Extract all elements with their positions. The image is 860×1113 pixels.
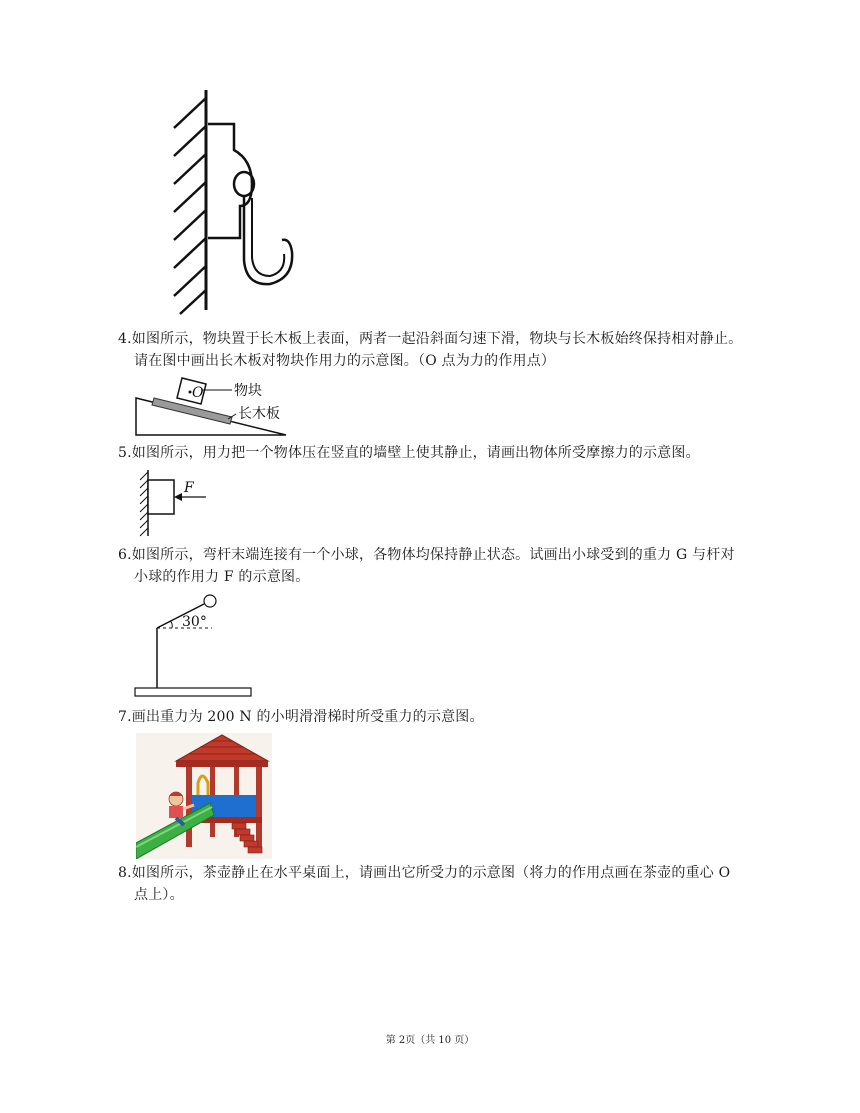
question-text-line: 画出重力为 200 N 的小明滑滑梯时所受重力的示意图。: [131, 709, 484, 725]
block-on-wall-figure: [136, 468, 216, 538]
block-label: 物块: [234, 383, 262, 399]
question-number: 6.: [118, 547, 132, 563]
question-4: [118, 328, 770, 372]
question-text-line: 如图所示，弯杆末端连接有一个小球，各物体均保持静止状态。试画出小球受到的重力 G 与杆对: [131, 547, 735, 563]
question-text-line: 如图所示，茶壶静止在水平桌面上，请画出它所受力的示意图（将力的作用点画在茶壶的重心 O: [131, 865, 731, 881]
board-label: 长木板: [238, 406, 280, 422]
hook-on-wall-figure: [160, 88, 320, 318]
question-5: [118, 442, 770, 464]
point-o-label: O: [192, 385, 204, 401]
bent-rod-ball-figure: [132, 590, 258, 700]
question-text-line: 如图所示，用力把一个物体压在竖直的墙壁上使其静止，请画出物体所受摩擦力的示意图。: [131, 445, 700, 461]
playground-slide-picture: [136, 733, 272, 859]
question-number: 4.: [118, 331, 132, 347]
incline-block-figure: [134, 372, 294, 438]
force-f-label: F: [184, 480, 194, 496]
question-text-line: 小球的作用力 F 的示意图。: [134, 569, 310, 585]
question-8: [118, 862, 770, 906]
angle-label: 30°: [182, 614, 207, 630]
page-footer: 第 2页（共 10 页）: [385, 1035, 475, 1046]
question-text-line: 请在图中画出长木板对物块作用力的示意图。（O 点为力的作用点）: [134, 353, 556, 369]
question-number: 7.: [118, 709, 132, 725]
question-number: 5.: [118, 445, 132, 461]
question-7: [118, 706, 770, 728]
question-6: [118, 544, 770, 588]
question-text-line: 点上）。: [134, 887, 184, 903]
question-text-line: 如图所示，物块置于长木板上表面，两者一起沿斜面匀速下滑，物块与长木板始终保持相对静止。: [131, 331, 743, 347]
question-number: 8.: [118, 865, 132, 881]
